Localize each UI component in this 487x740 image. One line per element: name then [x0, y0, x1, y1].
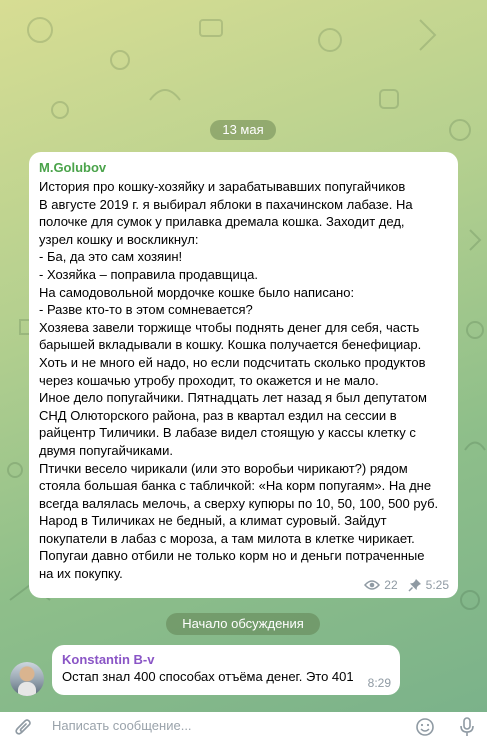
post-line: Попугаи давно отбили не только корм но и деньги потраченные — [39, 548, 425, 564]
post-line: Иное дело попугайчики. Пятнадцать лет назад я был депутатом — [39, 390, 427, 406]
post-line: - Хозяйка – поправила продавщица. — [39, 266, 259, 282]
post-line: райцентр Тиличики. В лабазе видел стоящую у кассы клетку с — [39, 425, 416, 441]
post-text — [39, 178, 448, 583]
post-author[interactable]: M.Golubov — [39, 160, 107, 175]
post-line: Птички весело чирикали (или это воробьи чирикают?) рядом — [39, 460, 408, 476]
post-meta — [364, 578, 449, 592]
post-line: на их покупку. — [39, 566, 123, 582]
post-line: История про кошку-хозяйку и зарабатывавших попугайчиков — [39, 179, 406, 194]
paperclip-icon[interactable] — [14, 718, 34, 736]
smile-icon[interactable] — [415, 717, 435, 737]
avatar[interactable] — [10, 662, 44, 696]
channel-post — [29, 152, 458, 598]
comment-author[interactable]: Konstantin B-v — [62, 652, 155, 667]
post-line: двумя попугайчиками. — [39, 442, 173, 458]
post-line: узрел кошку и воскликнул: — [39, 231, 199, 247]
post-line: Хоть и не много ей надо, но если подсчитать сколько продуктов — [39, 354, 426, 370]
post-line: покупатели в лабаз с мороза, а там милота в клетке чирикает. — [39, 530, 415, 546]
post-line: всегда валялась мелочь, а сверху купюры по 10, 50, 100, 500 руб. — [39, 495, 439, 511]
post-line: стояла большая банка с табличкой: «На корм попугаям». На дне — [39, 478, 432, 494]
discussion-start-label: Начало обсуждения — [166, 613, 320, 635]
pin-icon — [408, 578, 422, 592]
post-line: барышей вкладывали в кошку. Кошка получается бенефициар. — [39, 337, 422, 353]
message-input[interactable]: Написать сообщение... — [52, 718, 192, 733]
eye-icon — [364, 579, 380, 591]
post-line: - Разве кто-то в этом сомневается? — [39, 302, 253, 318]
post-line: На самодовольной мордочке кошке было написано: — [39, 284, 355, 300]
comment-time: 8:29 — [367, 676, 391, 690]
post-line: В августе 2019 г. я выбирал яблоки в пахачинском лабазе. На — [39, 196, 413, 212]
microphone-icon[interactable] — [458, 716, 476, 738]
views-count: 22 — [384, 578, 398, 592]
post-line: полочке для сумок у прилавка дремала кошка. Заходит дед, — [39, 214, 405, 230]
comment-text: Остап знал 400 способах отъёма денег. Это 401 — [62, 669, 354, 684]
post-line: через кошачью утробу проходит, то окажется и не мало. — [39, 372, 379, 388]
comment-bubble — [52, 645, 400, 695]
post-line: СНД Олюторского района, раз в квартал ездил на сессии в — [39, 407, 397, 423]
post-time: 5:25 — [425, 578, 449, 592]
post-line: - Ба, да это сам хозяин! — [39, 249, 183, 265]
post-line: Народ в Тиличиках не бедный, а климат суровый. Зайдут — [39, 513, 387, 529]
post-line: Хозяева завели торжище чтобы поднять денег для себя, часть — [39, 319, 420, 335]
date-separator: 13 мая — [210, 120, 276, 140]
message-composer — [0, 712, 487, 740]
